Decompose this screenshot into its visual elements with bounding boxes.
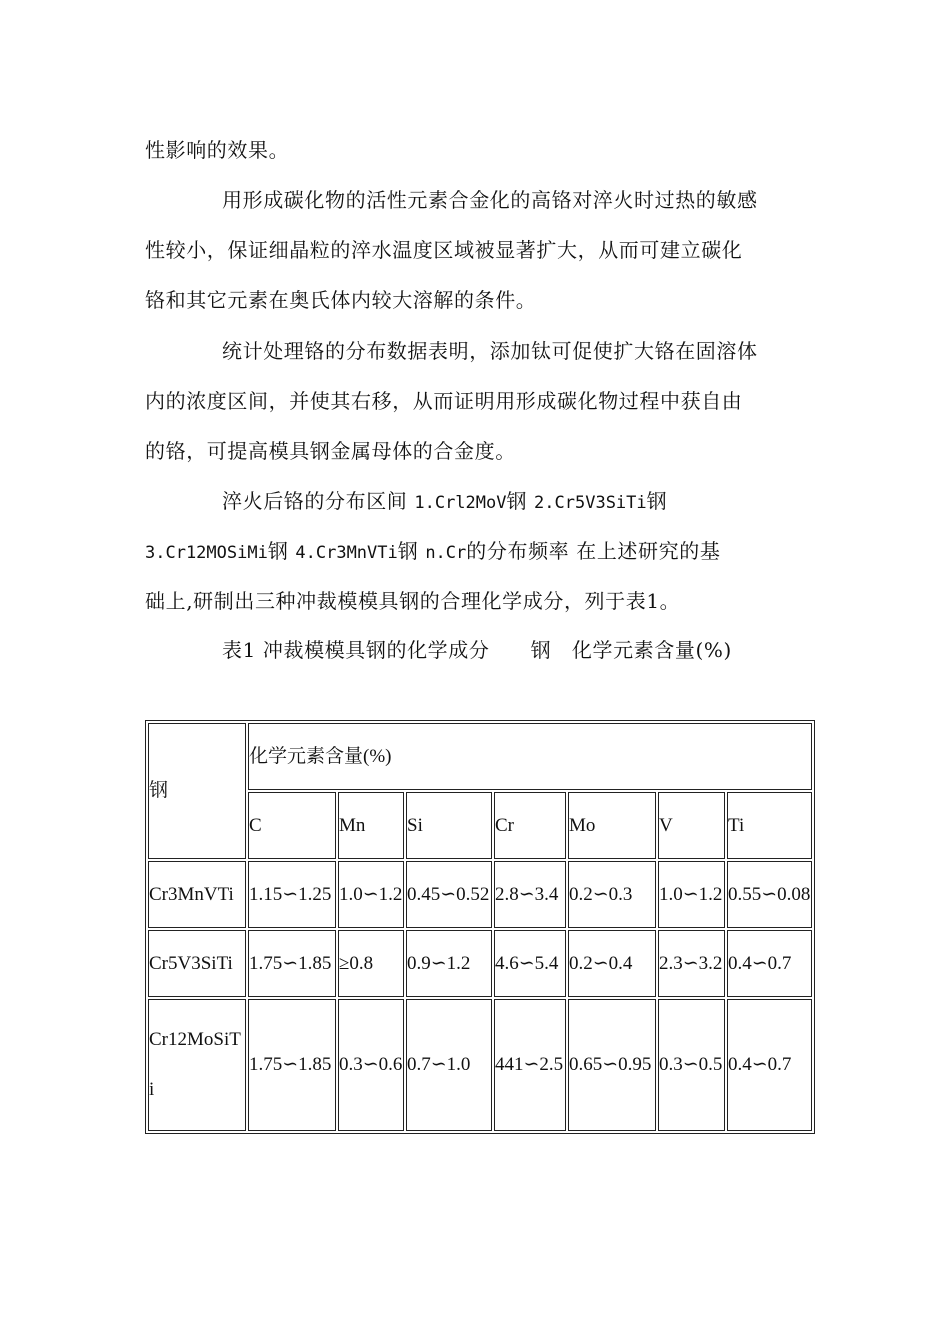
- paragraph-line: [145, 538, 720, 566]
- paragraph-line: 内的浓度区间，并使其右移，从而证明用形成碳化物过程中获自由: [145, 389, 743, 413]
- paragraph-line: 的铬，可提高模具钢金属母体的合金度。: [145, 439, 516, 463]
- composition-table: [145, 720, 815, 1134]
- value-cell: 0.3∽0.5: [658, 999, 725, 1131]
- text-run: 的分布频率 在上述研究的基: [466, 539, 721, 563]
- steel-header-cell: 钢: [148, 723, 246, 859]
- text-run: 淬火后铬的分布区间: [222, 489, 415, 513]
- paragraph-line: 用形成碳化物的活性元素合金化的高铬对淬火时过热的敏感: [222, 188, 758, 212]
- steel-name-cell: Cr12MoSiTi: [148, 999, 246, 1131]
- element-group-header-cell: 化学元素含量(%): [248, 723, 812, 790]
- paragraph-line: [222, 488, 667, 516]
- table-row: [148, 999, 812, 1131]
- value-cell: 2.3∽3.2: [658, 930, 725, 997]
- text-run: n.Cr: [425, 543, 467, 563]
- value-cell: 1.75∽1.85: [248, 999, 336, 1131]
- value-cell: 0.4∽0.7: [727, 999, 812, 1131]
- value-cell: 4.6∽5.4: [494, 930, 566, 997]
- value-cell: 0.3∽0.6: [338, 999, 404, 1131]
- text-run: 钢: [646, 489, 668, 513]
- element-header-cell: Mo: [568, 792, 656, 859]
- paragraph-line: 性较小，保证细晶粒的淬水温度区域被显著扩大，从而可建立碳化: [145, 238, 743, 262]
- table-caption: 表1 冲裁模模具钢的化学成分 钢 化学元素含量(%): [222, 638, 732, 662]
- value-cell: 1.15∽1.25: [248, 861, 336, 928]
- value-cell: 0.7∽1.0: [406, 999, 492, 1131]
- value-cell: 0.2∽0.4: [568, 930, 656, 997]
- text-run: 3.Cr12MOSiMi: [145, 543, 268, 563]
- paragraph-line: 铬和其它元素在奥氏体内较大溶解的条件。: [145, 288, 537, 312]
- table-row: [148, 861, 812, 928]
- value-cell: 2.8∽3.4: [494, 861, 566, 928]
- paragraph-line: 统计处理铬的分布数据表明，添加钛可促使扩大铬在固溶体: [222, 339, 758, 363]
- value-cell: 0.65∽0.95: [568, 999, 656, 1131]
- text-run: 钢: [397, 539, 426, 563]
- paragraph-line: 础上,研制出三种冲裁模模具钢的合理化学成分，列于表1。: [145, 589, 681, 613]
- value-cell: 1.75∽1.85: [248, 930, 336, 997]
- value-cell: 0.55∽0.08: [727, 861, 812, 928]
- value-cell: 1.0∽1.2: [658, 861, 725, 928]
- value-cell: ≥0.8: [338, 930, 404, 997]
- element-header-cell: C: [248, 792, 336, 859]
- text-run: 2.Cr5V3SiTi: [534, 493, 647, 513]
- value-cell: 441∽2.5: [494, 999, 566, 1131]
- element-header-cell: Cr: [494, 792, 566, 859]
- value-cell: 1.0∽1.2: [338, 861, 404, 928]
- value-cell: 0.45∽0.52: [406, 861, 492, 928]
- text-run: 钢: [267, 539, 296, 563]
- value-cell: 0.2∽0.3: [568, 861, 656, 928]
- element-header-row: [148, 792, 812, 859]
- element-header-cell: V: [658, 792, 725, 859]
- text-run: 钢: [506, 489, 535, 513]
- text-run: 4.Cr3MnVTi: [295, 543, 398, 563]
- steel-name-cell: Cr5V3SiTi: [148, 930, 246, 997]
- table-row: [148, 930, 812, 997]
- text-run: 1.Crl2MoV: [414, 493, 507, 513]
- element-header-cell: Ti: [727, 792, 812, 859]
- element-header-cell: Si: [406, 792, 492, 859]
- steel-name-cell: Cr3MnVTi: [148, 861, 246, 928]
- element-header-cell: Mn: [338, 792, 404, 859]
- paragraph-line: 性影响的效果。: [145, 138, 290, 162]
- table-header-row: [148, 723, 812, 790]
- value-cell: 0.9∽1.2: [406, 930, 492, 997]
- value-cell: 0.4∽0.7: [727, 930, 812, 997]
